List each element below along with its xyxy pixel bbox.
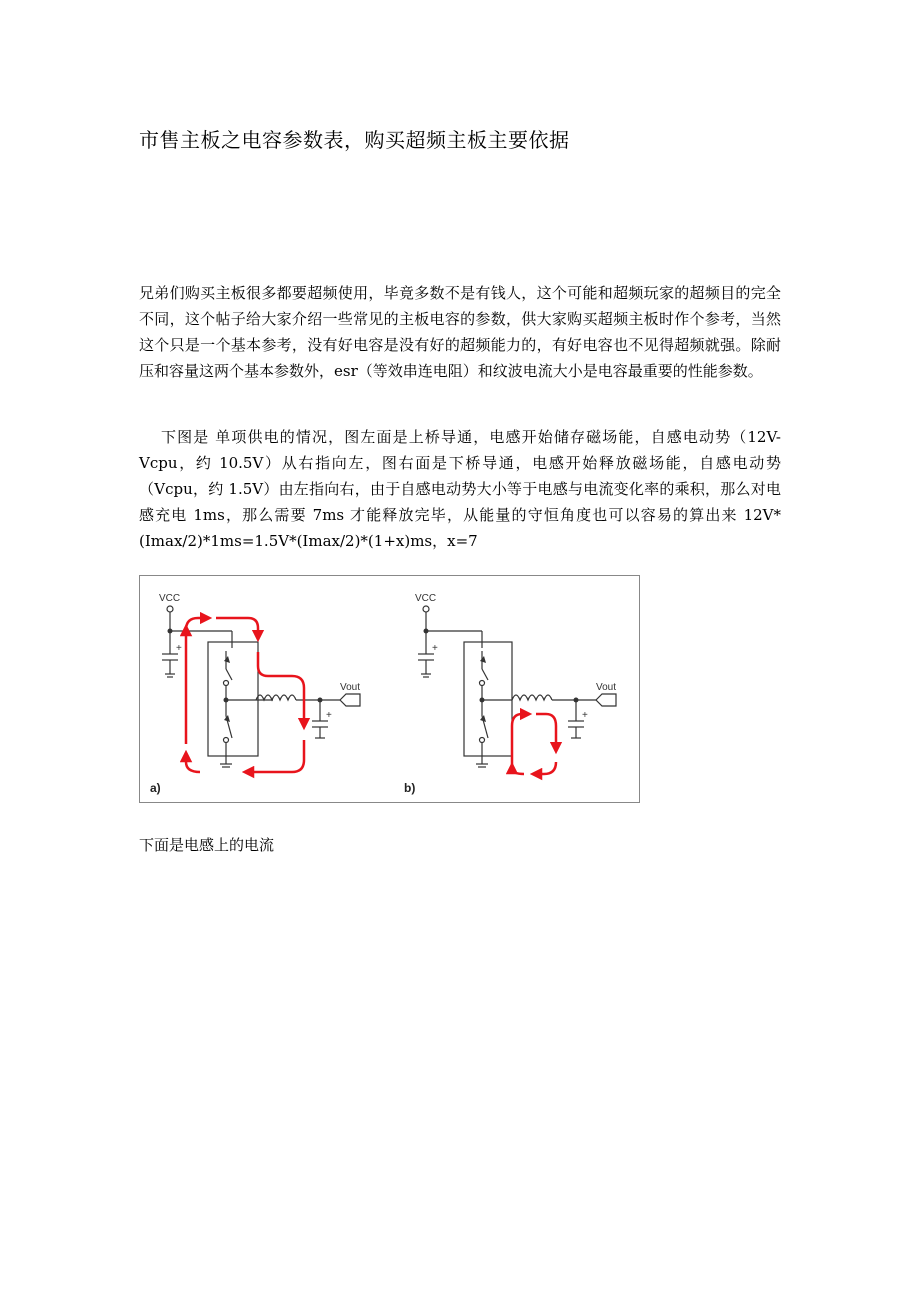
panel-b-vout-label: Vout [596, 682, 617, 693]
buck-converter-diagram [139, 575, 640, 803]
panel-b-vcc-label: VCC [415, 593, 437, 604]
intro-paragraph: 兄弟们购买主板很多都要超频使用，毕竟多数不是有钱人，这个可能和超频玩家的超频目的完全不同，这个帖子给大家介绍一些常见的主板电容的参数，供大家购买超频主板时作个参考，当然这个只是一个基本参考，没有好电容是没有好的超频能力的，有好电容也不见得超频就强。除耐压和容量这两个基本参数外，esr（等效串连电阻）和纹波电流大小是电容最重要的性能参数。 [139, 284, 781, 380]
panel-a-outcap-plus: + [326, 710, 332, 721]
panel-a-circuit [162, 606, 360, 767]
panel-a-cap-plus: + [176, 643, 182, 654]
page-title: 市售主板之电容参数表，购买超频主板主要依据 [139, 128, 570, 152]
figure-caption: 下面是电感上的电流 [139, 836, 275, 854]
panel-b-cap-plus: + [432, 643, 438, 654]
panel-a-label: a) [150, 781, 161, 795]
panel-b-outcap-plus: + [582, 710, 588, 721]
panel-b-current-path [512, 714, 556, 774]
explanation-paragraph: 下图是 单项供电的情况，图左面是上桥导通，电感开始储存磁场能，自感电动势（12V-Vcpu，约 10.5V）从右指向左，图右面是下桥导通，电感开始释放磁场能，自感电动势（Vcpu，约 1.5V）由左指向右，由于自感电动势大小等于电感与电流变化率的乘积，那么对电感充电 1ms，那么需要 7ms 才能释放完毕，从能量的守恒角度也可以容易的算出来 12V*(Imax/2)*1ms=1.5V*(Imax/2)*(1+x)ms，x=7 [139, 428, 781, 550]
panel-a-current-path [186, 618, 304, 772]
panel-a-vcc-label: VCC [159, 593, 181, 604]
panel-b-label: b) [404, 781, 416, 795]
panel-b-circuit [418, 606, 616, 767]
panel-a-vout-label: Vout [340, 682, 361, 693]
